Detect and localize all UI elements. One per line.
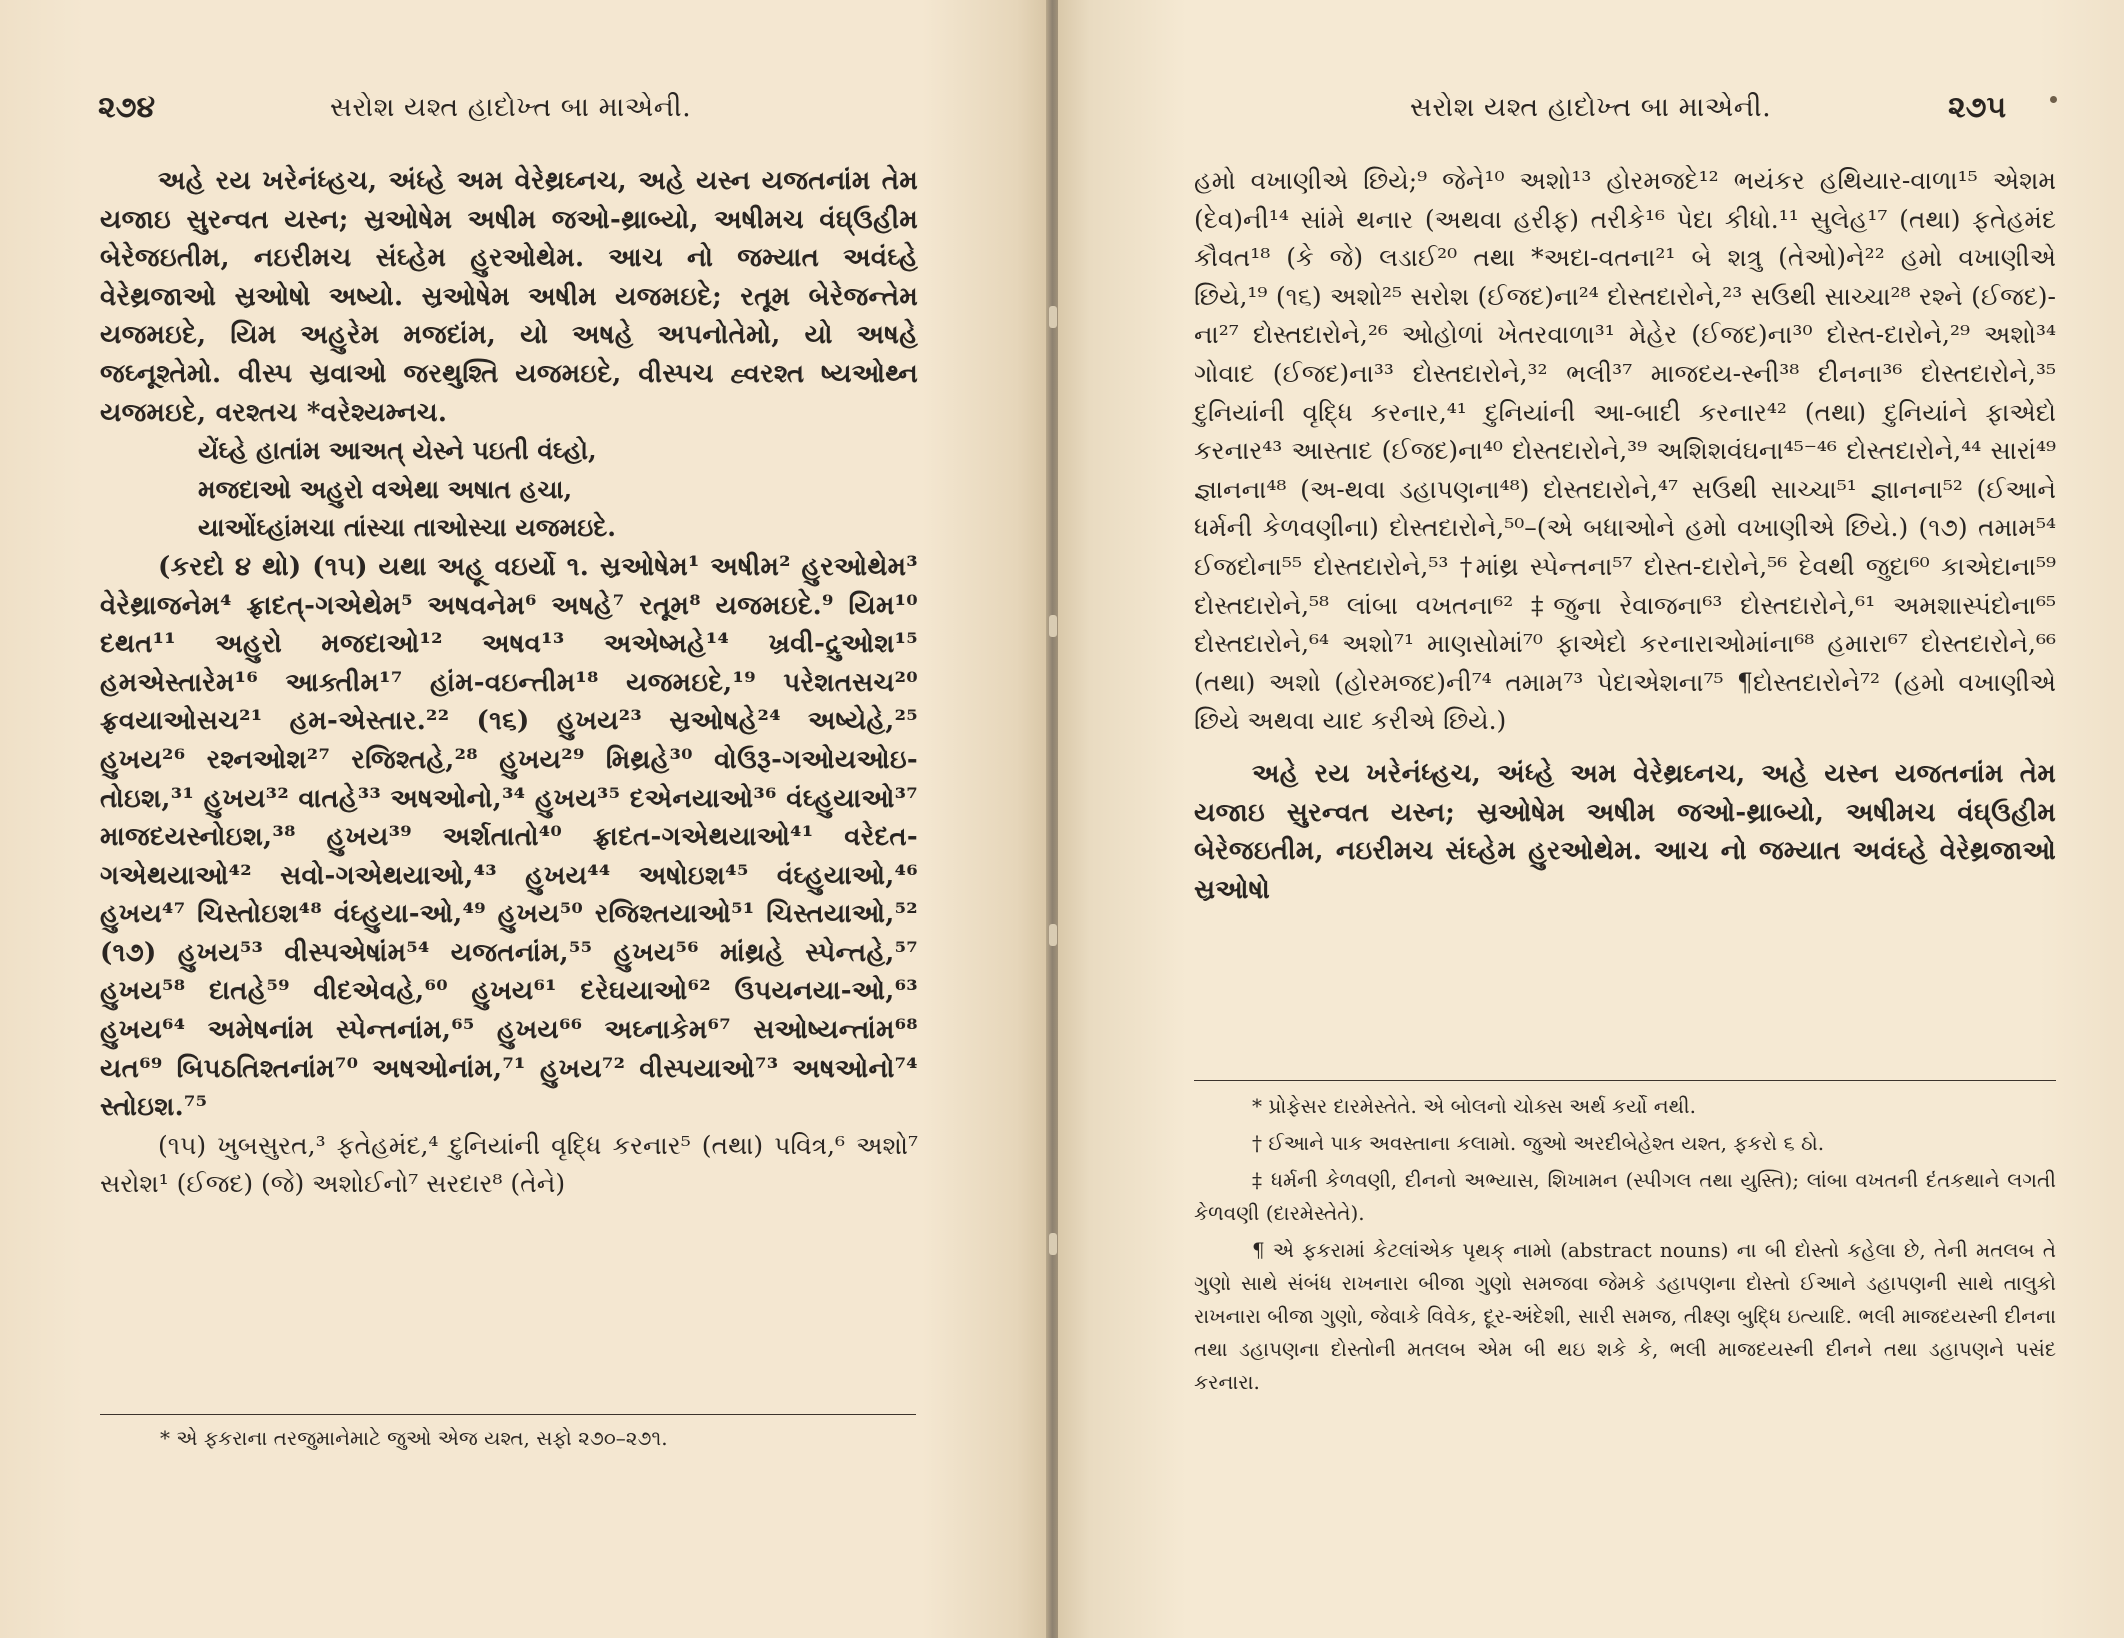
footnote: * પ્રોફેસર દારમેસ્તેતે. એ બોલનો ચોક્સ અર્થ કર્યો નથી. xyxy=(1252,1094,1697,1118)
avesta-paragraph: અહે રય ખરેનંધ્હચ, અંધ્હે અમ વેરેથ્રઘ્નચ, અહે યસ્ન યજતનાંમ તેમ યજાઇ સુરન્વત યસ્ન; સ્રઓષેમ અષીમ જઓ-થ્રાબ્યો, અષીમચ વંઘ્ઉહીમ બેરેજઇતીમ, નઇરીમચ સંઘ્હેમ હુરઓથેમ. આચ નો જમ્યાત અવંઘ્હે વેરેથ્રજાઓ સ્રઓષો xyxy=(1194,758,2056,905)
verse-line: યાઓંઘ્હાંમચા તાંસ્ચા તાઓસ્ચા યજમઇદે. xyxy=(198,513,616,543)
page-number: ૨૭૫ xyxy=(1948,90,2007,125)
ink-speck xyxy=(2050,96,2057,103)
binding-stitch xyxy=(1049,306,1057,328)
translation-paragraph: (૧૫) ખુબસુરત,³ ફતેહમંદ,⁴ દુનિયાંની વૃદ્ધિ કરનાર⁵ (તથા) પવિત્ર,⁶ અશો⁷ સરોશ¹ (ઈજદ) (જે) અશોઈનો⁷ સરદાર⁸ (તેને) xyxy=(100,1130,918,1199)
avesta-paragraph: અહે રય ખરેનંધ્હચ, અંધ્હે અમ વેરેથ્રઘ્નચ, અહે યસ્ન યજતનાંમ તેમ યજાઇ સુરન્વત યસ્ન; સ્રઓષેમ અષીમ જઓ-થ્રાબ્યો, અષીમચ વંઘ્ઉહીમ બેરેજઇતીમ, નઇરીમચ સંઘ્હેમ હુરઓથેમ. આચ નો જમ્યાત અવંઘ્હે વેરેથ્રજાઓ સ્રઓષો અષ્યો. સ્રઓષેમ અષીમ યજમઇદે; રતૂમ બેરેજન્તેમ યજમઇદે, યિમ અહુરેમ મજદાંમ, યો અષહે અપનોતેમો, યો અષહે જઘ્નૂશ્તેમો. વીસ્પ સ્રવાઓ જરથુશ્તિ યજમઇદે, વીસ્પચ હ્વરશ્ત ષ્યઓથ્ન યજમઇદે, વરશ્તચ *વરેશ્યમ્નચ. xyxy=(100,166,918,428)
binding-stitch xyxy=(1049,1233,1057,1255)
footnote: ¶ એ ફકરામાં કેટલાંએક પૃથક્ નામો (abstract nouns) ના બી દોસ્તો કહેલા છે, તેની મતલબ તે ગુણો સાથે સંબંધ રાખનારા બીજા ગુણો સમજવા જેમકે ડહાપણના દોસ્તો ઈઆને ડહાપણની સાથે તાલુકો રાખનારા બીજા ગુણો, જેવાકે વિવેક, દૂર-અંદેશી, સારી સમજ, તીક્ષ્ણ બુદ્ધિ ઇત્યાદિ. ભલી માજદયસ્ની દીનના તથા ડહાપણના દોસ્તોની મતલબ એમ બી થઇ શકે કે, ભલી માજદયસ્ની દીનને તથા ડહાપણને પસંદ કરનારા. xyxy=(1194,1238,2056,1394)
left-body xyxy=(100,162,918,1204)
running-head: સરોશ યશ્ત હાદોખ્ત બા માએની. xyxy=(1410,92,1772,123)
binding-stitch xyxy=(1049,924,1057,946)
binding-stitch xyxy=(1049,615,1057,637)
footnote: † ઈઆને પાક અવસ્તાના કલામો. જુઓ અરદીબેહેશ્ત યશ્ત, ફકરો ૬ ઠો. xyxy=(1252,1131,1825,1155)
footnote-rule xyxy=(1194,1080,2056,1081)
right-body xyxy=(1194,162,2056,909)
running-head: સરોશ યશ્ત હાદોખ્ત બા માએની. xyxy=(330,92,692,123)
avesta-paragraph-15: (કરદો ૪ થો) (૧૫) યથા અહૂ વઇર્યો ૧. સ્રઓષેમ¹ અષીમ² હુરઓથેમ³ વેરેથ્રાજનેમ⁴ ફ્રાદત્-ગએથેમ⁵ અષવનેમ⁶ અષહે⁷ રતૂમ⁸ યજમઇદે.⁹ યિમ¹⁰ દથત¹¹ અહુરો મજદાઓ¹² અષવ¹³ અએષ્મહે¹⁴ ખ્રવી-દ્રુઓશ¹⁵ હમએસ્તારેમ¹⁶ આક્તીમ¹⁷ હાંમ-વઇન્તીમ¹⁸ યજમઇદે,¹⁹ પરેશતસચ²⁰ ફ્રવયાઓસચ²¹ હમ-એસ્તાર.²² (૧૬) હુખય²³ સ્રઓષહે²⁴ અષ્યેહે,²⁵ હુખય²⁶ રશ્નઓશ²⁷ રજિશ્તહે,²⁸ હુખય²⁹ મિથ્રહે³⁰ વોઉરૂ-ગઓયઓઇ-તોઇશ,³¹ હુખય³² વાતહે³³ અષઓનો,³⁴ હુખય³⁵ દએનયાઓ³⁶ વંઘ્હુયાઓ³⁷ માજદયસ્નોઇશ,³⁸ હુખય³⁹ અર્શતાતો⁴⁰ ફ્રાદત-ગએથયાઓ⁴¹ વરેદત-ગએથયાઓ⁴² સવો-ગએથયાઓ,⁴³ હુખય⁴⁴ અષોઇશ⁴⁵ વંઘ્હુયાઓ,⁴⁶ હુખય⁴⁷ ચિસ્તોઇશ⁴⁸ વંઘ્હુયા-ઓ,⁴⁹ હુખય⁵⁰ રજિશ્તયાઓ⁵¹ ચિસ્તયાઓ,⁵² (૧૭) હુખય⁵³ વીસ્પએષાંમ⁵⁴ યજતનાંમ,⁵⁵ હુખય⁵⁶ માંથ્રહે સ્પેન્તહે,⁵⁷ હુખય⁵⁸ દાતહે⁵⁹ વીદએવહે,⁶⁰ હુખય⁶¹ દરેઘયાઓ⁶² ઉપયનયા-ઓ,⁶³ હુખય⁶⁴ અમેષનાંમ સ્પેન્તનાંમ,⁶⁵ હુખય⁶⁶ અઘ્નાકેમ⁶⁷ સઓષ્યન્તાંમ⁶⁸ યત⁶⁹ બિપઠતિશ્તનાંમ⁷⁰ અષઓનાંમ,⁷¹ હુખય⁷² વીસ્પયાઓ⁷³ અષઓનો⁷⁴ સ્તોઇશ.⁷⁵ xyxy=(100,551,918,1123)
footnote-rule xyxy=(100,1414,916,1415)
translation-paragraph: હમો વખાણીએ છિયે;⁹ જેને¹⁰ અશો¹³ હોરમજદે¹² ભયંકર હથિયાર-વાળા¹⁵ એશમ (દેવ)ની¹⁴ સાંમે થનાર (અથવા હરીફ) તરીકે¹⁶ પેદા કીધો.¹¹ સુલેહ¹⁷ (તથા) ફતેહમંદ કૌવત¹⁸ (કે જે) લડાઈ²⁰ તથા *અદા-વતના²¹ બે શત્રુ (તેઓ)ને²² હમો વખાણીએ છિયે,¹⁹ (૧૬) અશો²⁵ સરોશ (ઈજદ)ના²⁴ દોસ્તદારોને,²³ સઉથી સાચ્ચા²⁸ રશ્ને (ઈજદ)-ના²⁷ દોસ્તદારોને,²⁶ ઓહોળાં ખેતરવાળા³¹ મેહેર (ઈજદ)ના³⁰ દોસ્ત-દારોને,²⁹ અશો³⁴ ગોવાદ (ઈજદ)ના³³ દોસ્તદારોને,³² ભલી³⁷ માજદય-સ્ની³⁸ દીનના³⁶ દોસ્તદારોને,³⁵ દુનિયાંની વૃદ્ધિ કરનાર,⁴¹ દુનિયાંની આ-બાદી કરનાર⁴² (તથા) દુનિયાંને ફાએદો કરનાર⁴³ આસ્તાદ (ઈજદ)ના⁴⁰ દોસ્તદારોને,³⁹ અશિશવંઘના⁴⁵⁻⁴⁶ દોસ્તદારોને,⁴⁴ સારાં⁴⁹ જ્ઞાનના⁴⁸ (અ-થવા ડહાપણના⁴⁸) દોસ્તદારોને,⁴⁷ સઉથી સાચ્ચા⁵¹ જ્ઞાનના⁵² (ઈઆને ધર્મની કેળવણીના) દોસ્તદારોને,⁵⁰–(એ બધાઓને હમો વખાણીએ છિયે.) (૧૭) તમામ⁵⁴ ઈજદોના⁵⁵ દોસ્તદારોને,⁵³ †માંથ્ર સ્પેન્તના⁵⁷ દોસ્ત-દારોને,⁵⁶ દેવથી જુદા⁶⁰ કાએદાના⁵⁹ દોસ્તદારોને,⁵⁸ લાંબા વખતના⁶² ‡જુના રેવાજના⁶³ દોસ્તદારોને,⁶¹ અમશાસ્પંદોના⁶⁵ દોસ્તદારોને,⁶⁴ અશો⁷¹ માણસોમાં⁷⁰ ફાએદો કરનારાઓમાંના⁶⁸ હમારા⁶⁷ દોસ્તદારોને,⁶⁶ (તથા) અશો (હોરમજદ)ની⁷⁴ તમામ⁷³ પેદાએશના⁷⁵ ¶દોસ્તદારોને⁷² (હમો વખાણીએ છિયે અથવા યાદ કરીએ છિયે.) xyxy=(1194,166,2056,736)
left-page xyxy=(0,0,1048,1638)
right-page xyxy=(1058,0,2124,1638)
page-number: ૨૭૪ xyxy=(98,90,156,125)
footnote: ‡ ધર્મની કેળવણી, દીનનો અભ્યાસ, શિખામન (સ્પીગલ તથા યુસ્તિ); લાંબા વખતની દંતકથાને લગતી કેળવણી (દારમેસ્તેતે). xyxy=(1194,1168,2056,1225)
footnotes xyxy=(1194,1090,2056,1403)
footnote: * એ ફકરાના તરજુમાનેમાટે જુઓ એજ યશ્ત, સફો ૨૭૦–૨૭૧. xyxy=(160,1426,668,1450)
verse-line: મજદાઓ અહુરો વએથા અષાત હચા, xyxy=(198,474,573,504)
verse-line: યેંઘ્હે હાતાંમ આઅત્ યેસ્ને પઇતી વંઘ્હો, xyxy=(198,436,597,466)
